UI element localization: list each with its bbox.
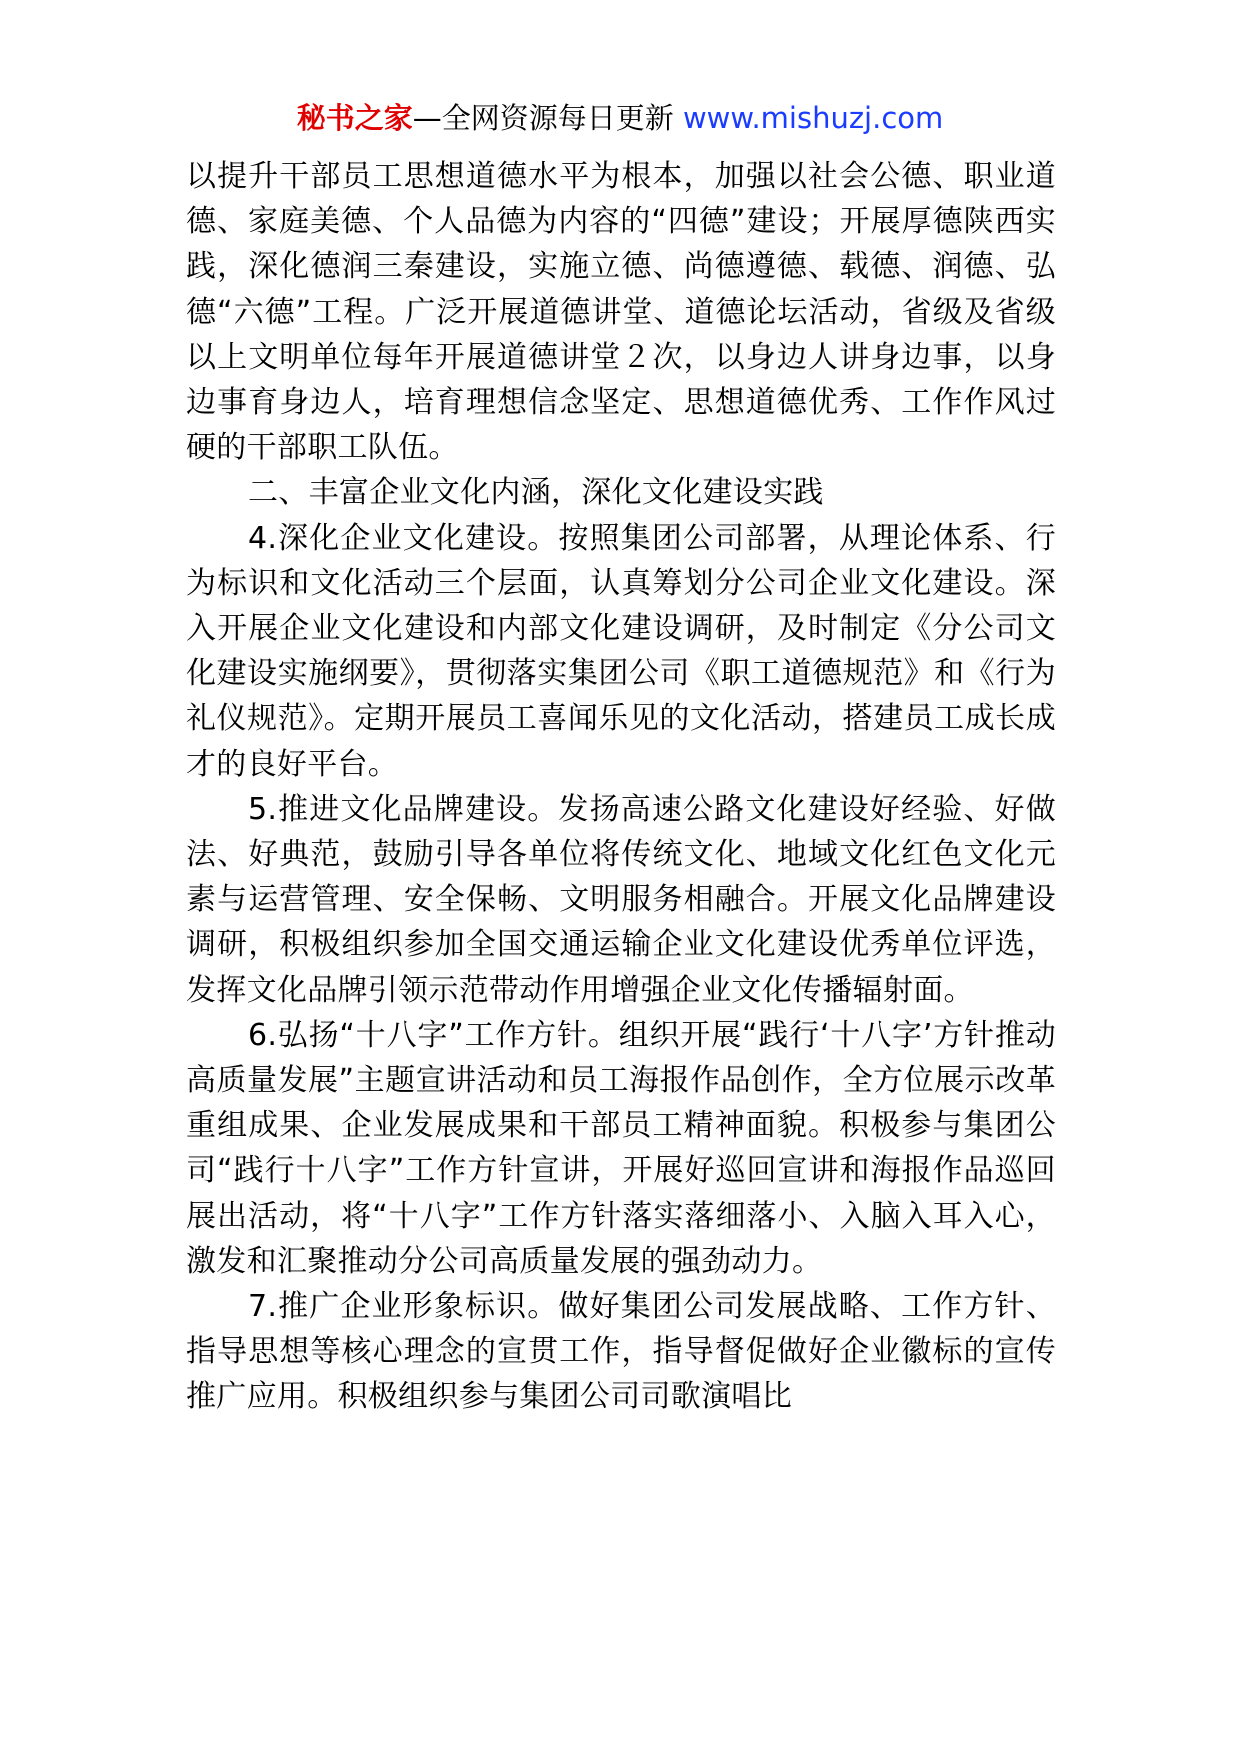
website-link[interactable]: www.mishuzj.com: [682, 101, 944, 135]
paragraph-item-5: 5.推进文化品牌建设。发扬高速公路文化建设好经验、好做法、好典范，鼓励引导各单位将传统文化、地域文化红色文化元素与运营管理、安全保畅、文明服务相融合。开展文化品牌建设调研，积极组织参加全国交通运输企业文化建设优秀单位评选，发挥文化品牌引领示范带动作用增强企业文化传播辐射面。: [186, 791, 1056, 1008]
section-heading: 二、丰富企业文化内涵，深化文化建设实践: [248, 475, 824, 511]
paragraph-item-6: 6.弘扬“十八字”工作方针。组织开展“践行‘十八字’方针推动高质量发展”主题宣讲活动和员工海报作品创作，全方位展示改革重组成果、企业发展成果和干部员工精神面貌。积极参与集团公司“践行十八字”工作方针宣讲，开展好巡回宣讲和海报作品巡回展出活动，将“十八字”工作方针落实落细落小、入脑入耳入心，激发和汇聚推动分公司高质量发展的强劲动力。: [186, 1017, 1056, 1279]
paragraph-continued: 以提升干部员工思想道德水平为根本，加强以社会公德、职业道德、家庭美德、个人品德为内容的“四德”建设；开展厚德陕西实践，深化德润三秦建设，实施立德、尚德遵德、载德、润德、弘德“六德”工程。广泛开展道德讲堂、道德论坛活动，省级及省级以上文明单位每年开展道德讲堂２次，以身边人讲身边事，以身边事育身边人，培育理想信念坚定、思想道德优秀、工作作风过硬的干部职工队伍。: [186, 159, 1056, 466]
brand-name: 秘书之家: [296, 101, 413, 135]
header-tagline: —全网资源每日更新: [412, 101, 674, 135]
page-header: [0, 98, 1240, 138]
paragraph-item-4: 4.深化企业文化建设。按照集团公司部署，从理论体系、行为标识和文化活动三个层面，认真筹划分公司企业文化建设。深入开展企业文化建设和内部文化建设调研，及时制定《分公司文化建设实施纲要》，贯彻落实集团公司《职工道德规范》和《行为礼仪规范》。定期开展员工喜闻乐见的文化活动，搭建员工成长成才的良好平台。: [186, 520, 1056, 782]
document-body: [186, 154, 1056, 1420]
paragraph-item-7: 7.推广企业形象标识。做好集团公司发展战略、工作方针、指导思想等核心理念的宣贯工作，指导督促做好企业徽标的宣传推广应用。积极组织参与集团公司司歌演唱比: [186, 1289, 1056, 1415]
